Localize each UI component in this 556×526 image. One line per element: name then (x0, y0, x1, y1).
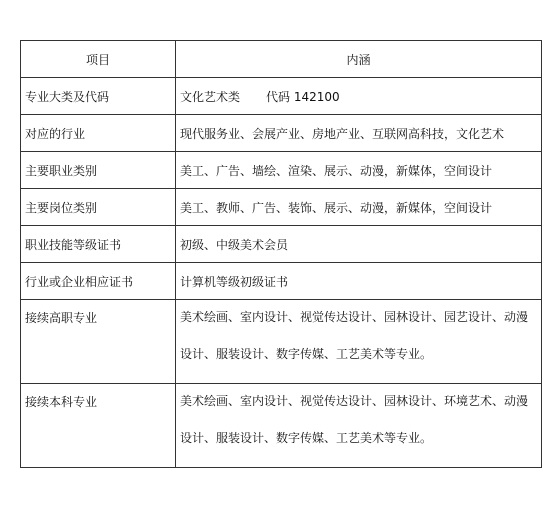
row-label: 主要职业类别 (21, 152, 176, 189)
table-row (21, 152, 542, 189)
row-content (176, 300, 542, 384)
row-label: 主要岗位类别 (21, 189, 176, 226)
table-row (21, 78, 542, 115)
table-row (21, 384, 542, 468)
table-row (21, 300, 542, 384)
table-row (21, 226, 542, 263)
row-label: 行业或企业相应证书 (21, 263, 176, 300)
table-row (21, 263, 542, 300)
row-label: 接续高职专业 (21, 300, 176, 384)
major-code: 代码 142100 (266, 89, 340, 104)
row-content-text: 文化艺术类 (180, 89, 241, 104)
row-content-line: 美术绘画、室内设计、视觉传达设计、园林设计、园艺设计、动漫 (180, 310, 529, 324)
header-content: 内涵 (176, 41, 542, 78)
table-row (21, 189, 542, 226)
row-content-line: 设计、服装设计、数字传媒、工艺美术等专业。 (180, 347, 433, 361)
header-item: 项目 (21, 41, 176, 78)
row-content: 现代服务业、会展产业、房地产业、互联网高科技，文化艺术 (176, 115, 542, 152)
row-content (176, 384, 542, 468)
row-content: 计算机等级初级证书 (176, 263, 542, 300)
table-header-row (21, 41, 542, 78)
info-table (20, 40, 542, 468)
row-content: 美工、广告、墙绘、渲染、展示、动漫，新媒体，空间设计 (176, 152, 542, 189)
row-content: 初级、中级美术会员 (176, 226, 542, 263)
row-label: 职业技能等级证书 (21, 226, 176, 263)
row-content-line: 美术绘画、室内设计、视觉传达设计、园林设计、环境艺术、动漫 (180, 394, 529, 408)
row-label: 对应的行业 (21, 115, 176, 152)
row-content: 美工、教师、广告、装饰、展示、动漫，新媒体，空间设计 (176, 189, 542, 226)
table-row (21, 115, 542, 152)
row-content (176, 78, 542, 115)
row-content-line: 设计、服装设计、数字传媒、工艺美术等专业。 (180, 431, 433, 445)
row-label: 专业大类及代码 (21, 78, 176, 115)
row-label: 接续本科专业 (21, 384, 176, 468)
